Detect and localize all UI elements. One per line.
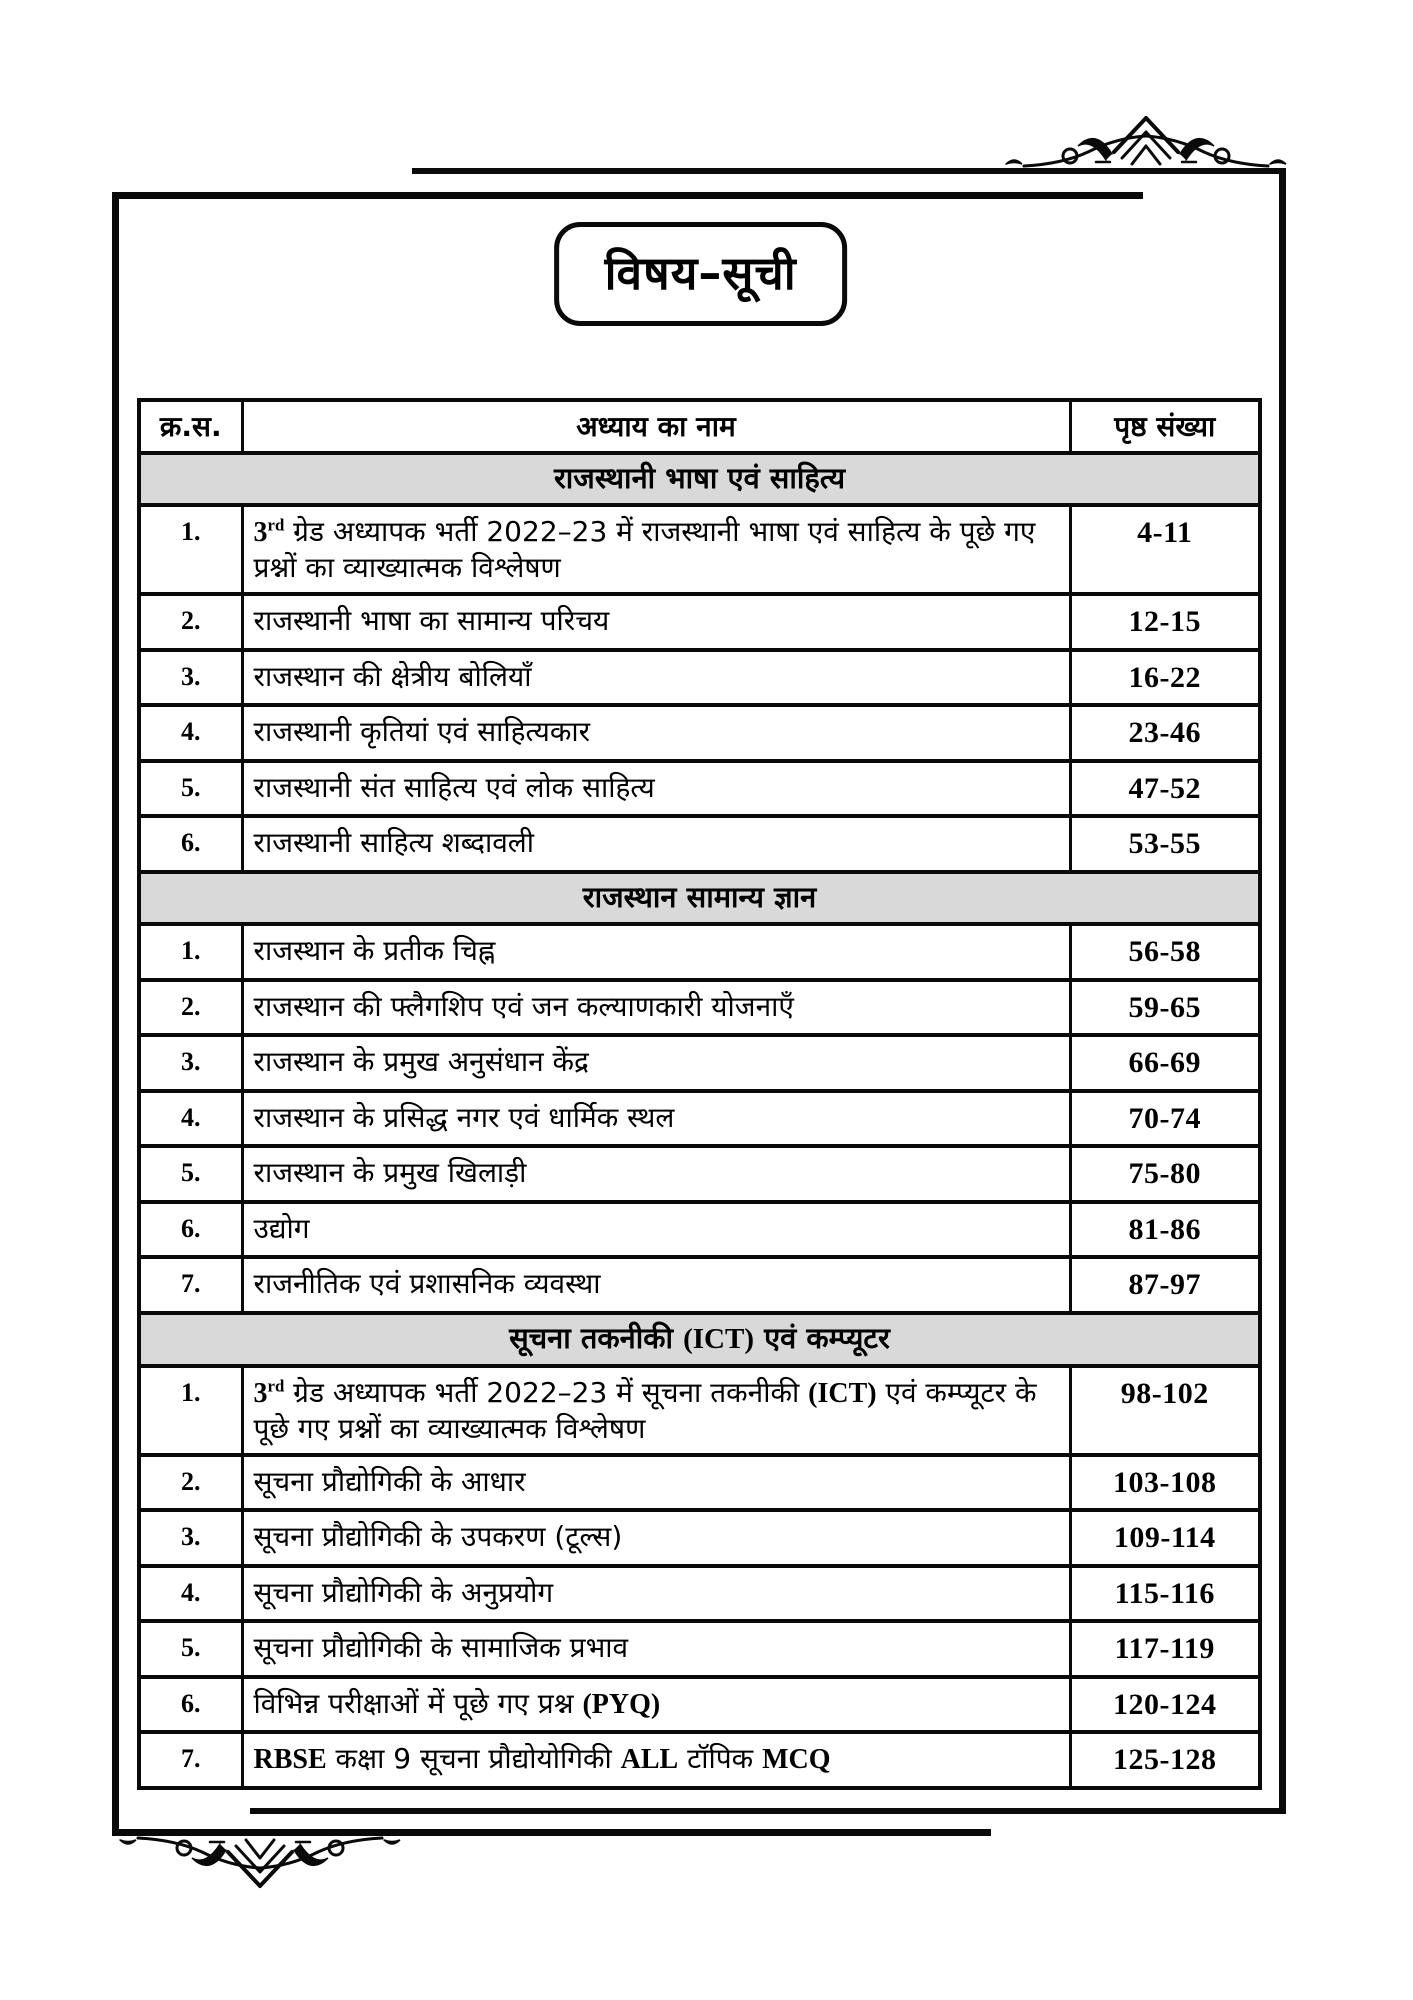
chapter-name: सूचना प्रौद्योगिकी के सामाजिक प्रभाव [242, 1621, 1070, 1677]
chapter-name: 3rd ग्रेड अध्यापक भर्ती 2022–23 में सूचना तकनीकी (ICT) एवं कम्प्यूटर के पूछे गए प्रश्नों का व्याख्यात्मक विश्लेषण [242, 1366, 1070, 1455]
serial-number: 1. [139, 924, 242, 980]
page-range: 23-46 [1070, 705, 1260, 761]
page-range: 87-97 [1070, 1257, 1260, 1313]
toc-row [139, 1621, 1260, 1677]
chapter-name: RBSE कक्षा 9 सूचना प्रौद्योयोगिकी ALL टॉपिक MCQ [242, 1732, 1070, 1788]
toc-row [139, 1732, 1260, 1788]
serial-number: 6. [139, 1677, 242, 1733]
page-range: 47-52 [1070, 761, 1260, 817]
serial-number: 6. [139, 816, 242, 872]
toc-row [139, 1366, 1260, 1455]
serial-number: 5. [139, 1621, 242, 1677]
chapter-name: सूचना प्रौद्योगिकी के आधार [242, 1455, 1070, 1511]
toc-row [139, 816, 1260, 872]
toc-row [139, 705, 1260, 761]
toc-row [139, 1455, 1260, 1511]
page-range: 4-11 [1070, 505, 1260, 594]
toc-row [139, 924, 1260, 980]
serial-number: 2. [139, 980, 242, 1036]
serial-number: 4. [139, 705, 242, 761]
serial-number: 3. [139, 1510, 242, 1566]
toc-row [139, 650, 1260, 706]
toc-row [139, 1202, 1260, 1258]
page-range: 59-65 [1070, 980, 1260, 1036]
serial-number: 1. [139, 505, 242, 594]
chapter-name: राजस्थान की फ्लैगशिप एवं जन कल्याणकारी योजनाएँ [242, 980, 1070, 1036]
page-range: 66-69 [1070, 1035, 1260, 1091]
toc-row [139, 761, 1260, 817]
serial-number: 2. [139, 1455, 242, 1511]
chapter-name: राजस्थानी संत साहित्य एवं लोक साहित्य [242, 761, 1070, 817]
serial-number: 4. [139, 1566, 242, 1622]
chapter-name: सूचना प्रौद्योगिकी के उपकरण (टूल्स) [242, 1510, 1070, 1566]
toc-table [137, 398, 1262, 1790]
frame-bottom-inner-line [250, 1808, 1286, 1814]
page-range: 109-114 [1070, 1510, 1260, 1566]
lotus-ornament-icon [1000, 114, 1292, 170]
chapter-name: 3rd ग्रेड अध्यापक भर्ती 2022–23 में राजस्थानी भाषा एवं साहित्य के पूछे गए प्रश्नों का व्याख्यात्मक विश्लेषण [242, 505, 1070, 594]
page-range: 103-108 [1070, 1455, 1260, 1511]
page-range: 70-74 [1070, 1091, 1260, 1147]
section-band-title: राजस्थान सामान्य ज्ञान [139, 872, 1260, 924]
chapter-name: राजस्थानी कृतियां एवं साहित्यकार [242, 705, 1070, 761]
toc-header-row [139, 400, 1260, 453]
serial-number: 7. [139, 1257, 242, 1313]
page-range: 16-22 [1070, 650, 1260, 706]
chapter-name: राजस्थान के प्रतीक चिह्न [242, 924, 1070, 980]
page-range: 98-102 [1070, 1366, 1260, 1455]
toc-row [139, 1035, 1260, 1091]
page-range: 53-55 [1070, 816, 1260, 872]
chapter-name: राजस्थानी भाषा का सामान्य परिचय [242, 594, 1070, 650]
serial-number: 4. [139, 1091, 242, 1147]
frame-left-border [112, 192, 119, 1836]
header-pages: पृष्ठ संख्या [1070, 400, 1260, 453]
section-band-title: सूचना तकनीकी (ICT) एवं कम्प्यूटर [139, 1313, 1260, 1366]
page-range: 56-58 [1070, 924, 1260, 980]
chapter-name: राजस्थान के प्रमुख अनुसंधान केंद्र [242, 1035, 1070, 1091]
toc-row [139, 980, 1260, 1036]
page-range: 81-86 [1070, 1202, 1260, 1258]
chapter-name: राजस्थान के प्रमुख खिलाड़ी [242, 1146, 1070, 1202]
serial-number: 3. [139, 650, 242, 706]
page-title: विषय–सूची [604, 246, 797, 300]
header-chapter: अध्याय का नाम [242, 400, 1070, 453]
page-range: 12-15 [1070, 594, 1260, 650]
frame-top-outer-line [112, 192, 1143, 199]
toc-row [139, 1566, 1260, 1622]
page-title-box [554, 222, 848, 326]
chapter-name: सूचना प्रौद्योगिकी के अनुप्रयोग [242, 1566, 1070, 1622]
chapter-name: राजनीतिक एवं प्रशासनिक व्यवस्था [242, 1257, 1070, 1313]
toc-row [139, 1257, 1260, 1313]
chapter-name: राजस्थानी साहित्य शब्दावली [242, 816, 1070, 872]
section-band-row [139, 872, 1260, 924]
toc-table-body [139, 453, 1260, 1788]
header-serial: क्र.स. [139, 400, 242, 453]
toc-row [139, 1091, 1260, 1147]
toc-row [139, 1677, 1260, 1733]
frame-right-border [1279, 168, 1286, 1814]
serial-number: 6. [139, 1202, 242, 1258]
toc-row [139, 1146, 1260, 1202]
section-band-row [139, 453, 1260, 505]
page-range: 125-128 [1070, 1732, 1260, 1788]
section-band-title: राजस्थानी भाषा एवं साहित्य [139, 453, 1260, 505]
page-range: 120-124 [1070, 1677, 1260, 1733]
serial-number: 7. [139, 1732, 242, 1788]
chapter-name: राजस्थान की क्षेत्रीय बोलियाँ [242, 650, 1070, 706]
page-range: 117-119 [1070, 1621, 1260, 1677]
section-band-row [139, 1313, 1260, 1366]
chapter-name: राजस्थान के प्रसिद्ध नगर एवं धार्मिक स्थल [242, 1091, 1070, 1147]
serial-number: 5. [139, 1146, 242, 1202]
page-range: 115-116 [1070, 1566, 1260, 1622]
lotus-ornament-icon [114, 1834, 406, 1890]
toc-row [139, 1510, 1260, 1566]
chapter-name: उद्योग [242, 1202, 1070, 1258]
serial-number: 3. [139, 1035, 242, 1091]
serial-number: 2. [139, 594, 242, 650]
toc-row [139, 505, 1260, 594]
chapter-name: विभिन्न परीक्षाओं में पूछे गए प्रश्न (PYQ) [242, 1677, 1070, 1733]
toc-row [139, 594, 1260, 650]
serial-number: 5. [139, 761, 242, 817]
serial-number: 1. [139, 1366, 242, 1455]
page-range: 75-80 [1070, 1146, 1260, 1202]
